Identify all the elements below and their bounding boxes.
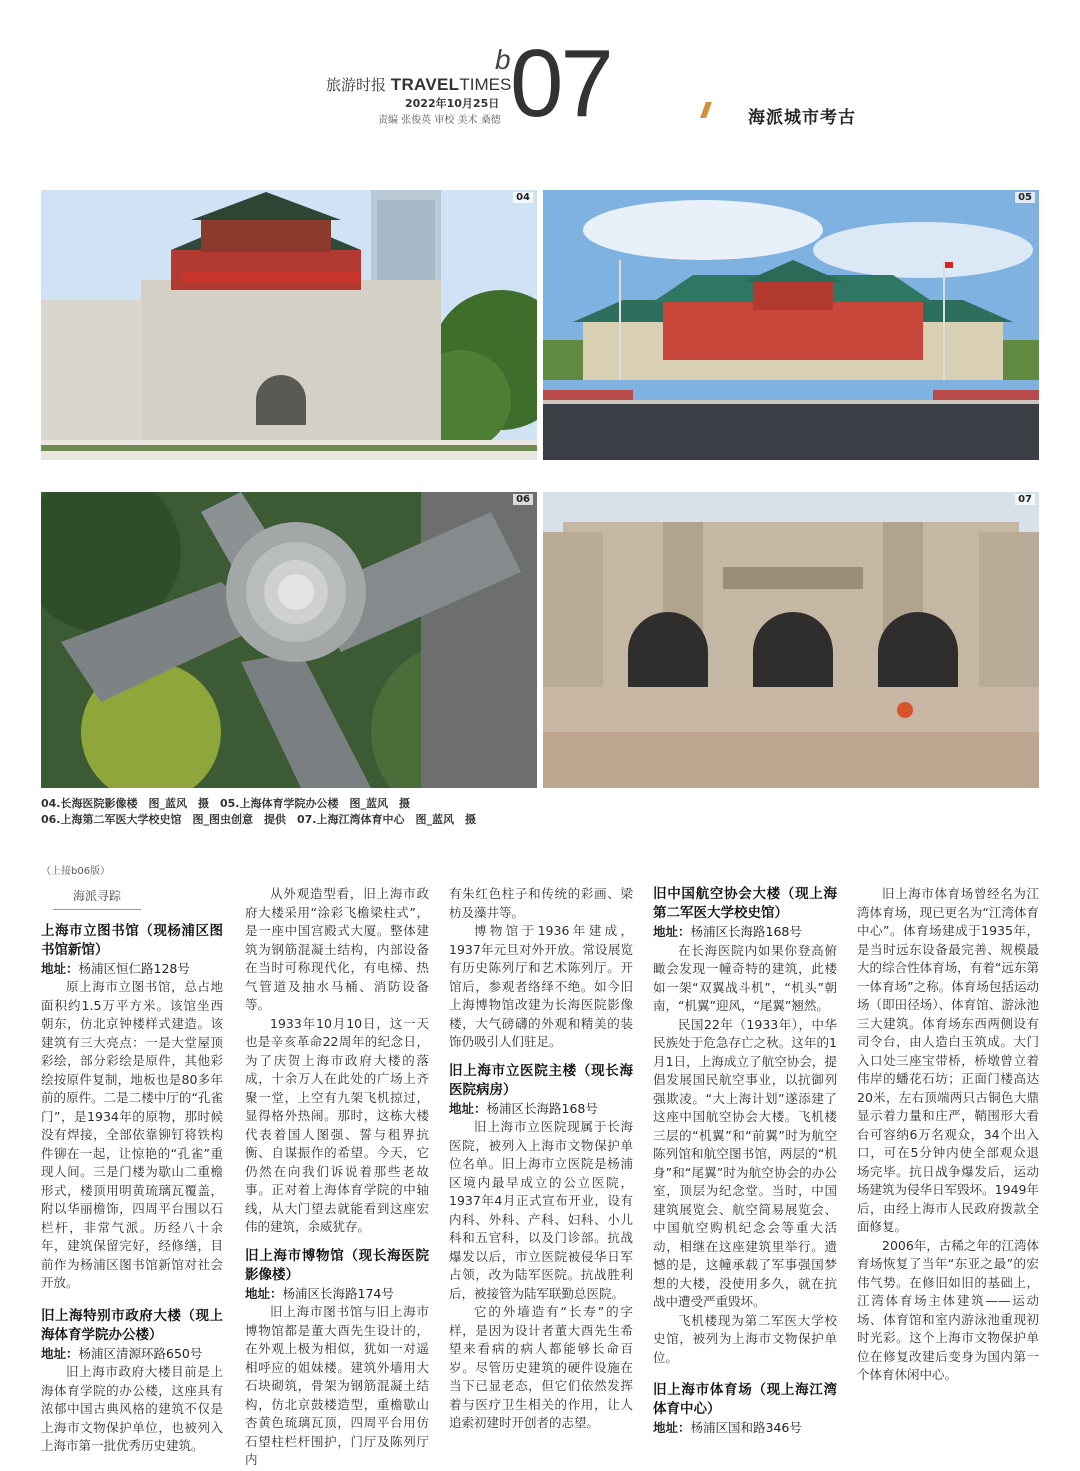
photo-07-number: 07 <box>1015 494 1035 505</box>
paper-name-cn: 旅游时报 <box>326 76 387 94</box>
photo-04-image <box>41 190 537 460</box>
photo-06 <box>41 492 537 788</box>
paper-name <box>326 74 511 95</box>
address-label: 地址： <box>41 960 79 976</box>
photo-06-image <box>41 492 537 788</box>
article-column-4 <box>653 885 837 1438</box>
article-column-3 <box>449 885 633 1433</box>
photo-04 <box>41 190 537 460</box>
address-label: 地址： <box>245 1285 283 1301</box>
issue-date: 2022年10月25日 <box>405 97 500 110</box>
continued-note: （上接b06版） <box>41 866 111 877</box>
photo-captions <box>41 796 1041 828</box>
address-value: 杨浦区清源环路650号 <box>78 1345 203 1361</box>
body-paragraph: 旧上海市体育场曾经名为江湾体育场，现已更名为“江湾体育中心”。体育场建成于1935年，是当时远东设备最完善、规模最大的综合性体育场，有着“远东第一体育场”之称。体育场包括运动场（即田径场）、体育馆、游泳池三大建筑。体育场东西两侧设有司令台，由人造白玉筑成。大门入口处三座宝带桥，桥墩曾立着伟岸的蟠花石坊；正面门楼高达20米，左右顶端两只古铜色大鼎显示着力量和庄严，鞘围形大看台可容纳6万名观众，34个出入口，可在5分钟内使全部观众退场完毕。抗日战争爆发后，运动场建筑为侵华日军毁坏。1949年后，由经上海市人民政府拨款全面修复。 <box>857 886 1039 1234</box>
article-column-2 <box>245 885 429 1470</box>
address-value: 杨浦区长海路168号 <box>690 924 802 939</box>
page-number: 07 <box>510 30 611 137</box>
masthead <box>0 0 1080 170</box>
site-heading: 旧上海特别市政府大楼（现上海体育学院办公楼） <box>41 1307 223 1343</box>
photo-05-number: 05 <box>1015 192 1035 203</box>
paper-name-travel: TRAVEL <box>390 75 460 94</box>
address-label: 地址： <box>653 924 691 939</box>
body-paragraph: 旧上海市政府大楼目前是上海体育学院的办公楼，这座具有浓郁中国古典风格的建筑不仅是上海市文物保护单位，也被列入上海市第一批优秀历史建筑。 <box>41 1364 223 1453</box>
section-accent <box>700 102 712 118</box>
body-paragraph: 民国22年（1933年），中华民族处于危急存亡之秋。这年的1月1日，上海成立了航空协会，提倡发展国民航空事业，以抗御列强欺凌。“大上海计划”遂添建了这座中国航空协会大楼。飞机楼三层的“机翼”和“前翼”时为航空陈列馆和航空图书馆，两层的“机身”和“尾翼”时为航空协会的办公室，顶层为纪念堂。当时，中国建筑展览会、航空简易展览会、中国航空购机纪念会等重大活动，相继在这座建筑里举行。遗憾的是，这幢承载了军事强国梦想的大楼，没使用多久，就在抗战中遭受严重毁坏。 <box>653 1016 837 1309</box>
body-paragraph: 旧上海市图书馆与旧上海市博物馆都是董大酉先生设计的，在外观上极为相似，犹如一对遥相呼应的姐妹楼。建筑外墙用大石块砌筑，骨架为钢筋混凝土结构，仿北京鼓楼造型，重檐歇山杏黄色琉璃瓦顶，四周平台用仿石望柱栏杆围护，门厅及陈列厅内 <box>245 1304 429 1467</box>
site-address <box>41 1345 223 1364</box>
body-paragraph: 旧上海市立医院现属于长海医院，被列入上海市文物保护单位名单。旧上海市立医院是杨浦区境内最早成立的公立医院，1937年4月正式宣布开业，设有内科、外科、产科、妇科、小儿科和五官科，以及门诊部。抗战爆发以后，市立医院被侵华日军占领，改为陆军医院。抗战胜利后，被接管为陆军联勤总医院。 <box>449 1119 633 1301</box>
photo-04-number: 04 <box>513 192 533 203</box>
editor-credits: 责编 张俊英 审校 美术 桑德 <box>378 115 501 126</box>
photo-06-number: 06 <box>513 494 533 505</box>
site-address <box>245 1285 429 1304</box>
address-label: 地址： <box>449 1100 487 1116</box>
body-paragraph: 原上海市立图书馆，总占地面积约1.5万平方米。该馆坐西朝东，仿北京钟楼样式建造。该建筑有三大亮点：一是大堂屋顶彩绘，部分彩绘是原件，其他彩绘按原件复制，地板也是80多年前的原件。二是二楼中厅的“孔雀门”，是1934年的原物，那时候没有焊接，全部依靠铆钉将铁构件铆在一起，让惊艳的“孔雀”重现人间。三是门楼为歇山二重檐形式，楼顶用明黄琉璃瓦覆盖，附以华丽檐饰，四周平台围以石栏杆，非常气派。历经八十余年，建筑保留完好，经修缮，目前作为杨浦区图书馆新馆对社会开放。 <box>41 979 223 1290</box>
photo-05 <box>543 190 1039 460</box>
address-value: 杨浦区国和路346号 <box>690 1420 802 1435</box>
site-address <box>41 960 223 979</box>
caption-line: 04.长海医院影像楼 图_蓝风 摄 05.上海体育学院办公楼 图_蓝风 摄 <box>41 797 410 810</box>
article-column-5 <box>857 885 1039 1385</box>
body-paragraph: 在长海医院内如果你登高俯瞰会发现一幢奇特的建筑，此楼如一架“双翼战斗机”，“机头”朝南，“机翼”迎风，“尾翼”翘然。 <box>653 942 837 1013</box>
site-address <box>653 923 837 942</box>
address-value: 杨浦区长海路168号 <box>486 1100 598 1116</box>
body-paragraph: 飞机楼现为第二军医大学校史馆，被列为上海市文物保护单位。 <box>653 1312 837 1365</box>
address-value: 杨浦区恒仁路128号 <box>78 960 190 976</box>
site-address <box>449 1100 633 1119</box>
address-value: 杨浦区长海路174号 <box>282 1285 394 1301</box>
photo-07 <box>543 492 1039 788</box>
body-paragraph: 有朱红色柱子和传统的彩画、梁枋及藻井等。 <box>449 886 633 920</box>
site-heading: 旧上海市体育场（现上海江湾体育中心） <box>653 1382 837 1417</box>
site-heading: 上海市立图书馆（现杨浦区图书馆新馆） <box>41 922 223 958</box>
site-heading: 旧中国航空协会大楼（现上海第二军医大学校史馆） <box>653 886 837 921</box>
article-column-1 <box>41 885 223 1456</box>
photo-05-image <box>543 190 1039 460</box>
site-heading: 旧上海市立医院主楼（现长海医院病房） <box>449 1062 633 1098</box>
section-title: 海派城市考古 <box>748 108 856 128</box>
site-address <box>653 1419 837 1438</box>
body-paragraph: 1933年10月10日，这一天也是辛亥革命22周年的纪念日，为了庆贺上海市政府大楼的落成，十余万人在此处的广场上齐聚一堂，上空有九架飞机掠过，显得格外热闹。那时，这栋大楼代表着国人图强、誓与租界抗衡、自谋振作的希望。今天，它仍然在向我们诉说着那些老故事。正对着上海体育学院的中轴线，从大门望去就能看到这座宏伟的建筑，余威犹存。 <box>245 1015 429 1234</box>
caption-line: 06.上海第二军医大学校史馆 图_图虫创意 提供 07.上海江湾体育中心 图_蓝风 摄 <box>41 813 476 826</box>
column-tag: 海派寻踪 <box>53 887 141 910</box>
body-paragraph: 博物馆于1936年建成，1937年元旦对外开放。常设展览有历史陈列厅和艺术陈列厅。开馆后，参观者络绎不绝。如今旧上海博物馆改建为长海医院影像楼，大气磅礴的外观和精美的装饰仍吸引人们驻足。 <box>449 923 633 1049</box>
edition-letter: b <box>495 44 511 75</box>
body-paragraph: 它的外墙造有“长寿”的字样，是因为设计者董大酉先生希望来看病的病人都能够长命百岁。尽管历史建筑的硬件设施在当下已显老态，但它们依然发挥着与医疗卫生相关的作用，让人追索初建时开创者的志望。 <box>449 1304 633 1430</box>
body-paragraph: 从外观造型看，旧上海市政府大楼采用“涂彩飞檐梁柱式”，是一座中国宫殿式大厦。整体建筑为钢筋混凝土结构，内部设备在当时可称现代化，有电梯、热气管道及抽水马桶、消防设备等。 <box>245 886 429 1012</box>
paper-name-times: TIMES <box>459 75 512 94</box>
body-paragraph: 2006年，古稀之年的江湾体育场恢复了当年“东亚之最”的宏伟气势。在修旧如旧的基础上，江湾体育场主体建筑——运动场、体育馆和室内游泳池重现初时光彩。这个上海市文物保护单位在修复改建后变身为国内第一个体育休闲中心。 <box>857 1237 1039 1382</box>
address-label: 地址： <box>41 1345 79 1361</box>
site-heading: 旧上海市博物馆（现长海医院影像楼） <box>245 1247 429 1283</box>
address-label: 地址： <box>653 1420 691 1435</box>
photo-07-image <box>543 492 1039 788</box>
